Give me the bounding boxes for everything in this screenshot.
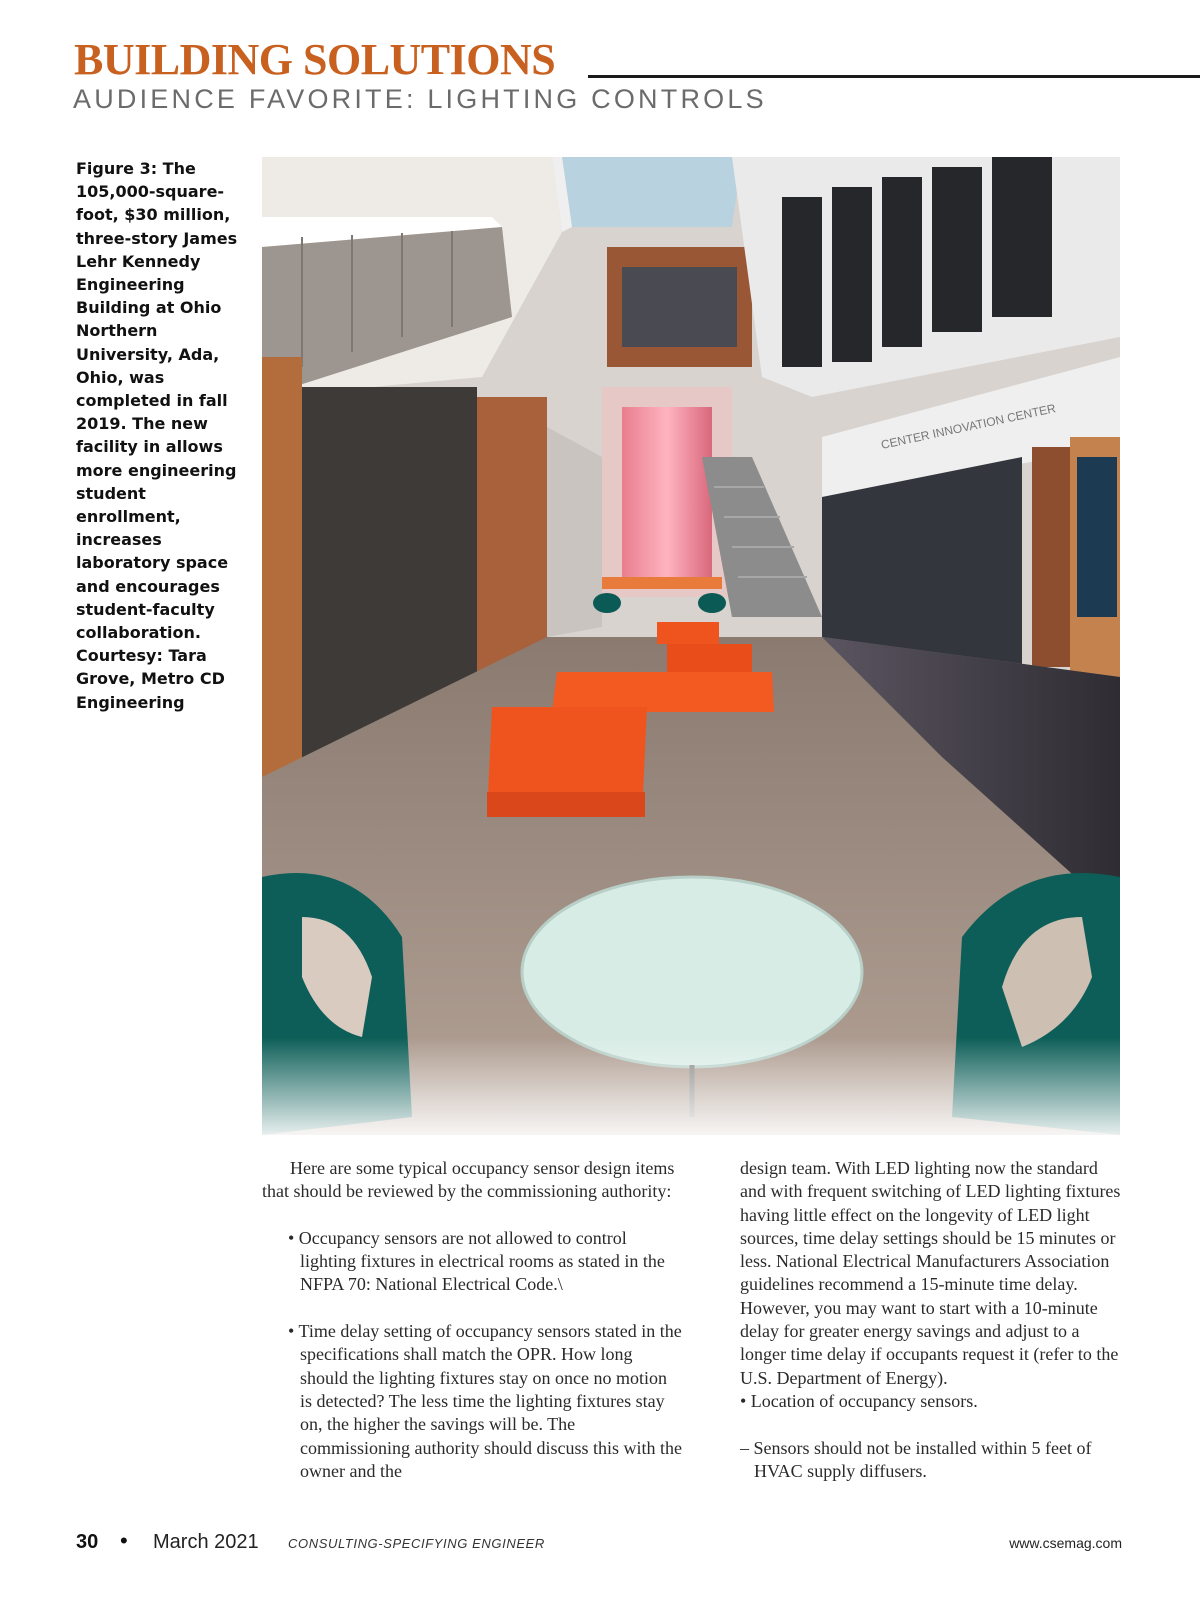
bullet-electrical-rooms: • Occupancy sensors are not allowed to control lighting fixtures in electrical rooms as stated in the NFPA 70: National Electrical Code.\ [288, 1227, 665, 1295]
dash-hvac-diffusers: – Sensors should not be installed within 5 feet of HVAC supply diffusers. [740, 1437, 1092, 1481]
header-rule [588, 75, 1200, 78]
section-title: BUILDING SOLUTIONS [74, 35, 556, 84]
issue-date: March 2021 [153, 1531, 259, 1553]
body-column-left [262, 1157, 682, 1483]
continuation-paragraph: design team. With LED lighting now the standard and with frequent switching of LED lighting fixtures having little effect on the longevity of LED light sources, time delay settings should be 15 minutes or less. National Electrical Manufacturers Association guidelines recommend a 15-minute time delay. However, you may want to start with a 10-minute delay for greater energy savings and adjust to a longer time delay if occupants request it (refer to the U.S. Department of Energy). [740, 1158, 1121, 1388]
atrium-photo [262, 157, 1120, 1135]
figure-caption: Figure 3: The 105,000-square-foot, $30 million, three-story James Lehr Kennedy Engineering Building at Ohio Northern University, Ada, Ohio, was completed in fall 2019. The new facility in allows more engineering student enrollment, increases laboratory space and encourages student-faculty collaboration. Courtesy: Tara Grove, Metro CD Engineering [76, 159, 238, 712]
body-column-right [740, 1157, 1125, 1483]
section-subtitle: AUDIENCE FAVORITE: LIGHTING CONTROLS [73, 84, 767, 114]
website-link[interactable]: www.csemag.com [1009, 1535, 1122, 1551]
page-number: 30 [76, 1531, 99, 1553]
bullet-time-delay: • Time delay setting of occupancy sensors stated in the specifications shall match the OPR. How long should the lighting fixtures stay on once no motion is detected? The less time the lighting fixtures stay on, the higher the savings will be. The commissioning authority should discuss this with the owner and the [288, 1321, 682, 1481]
footer-separator: • [120, 1528, 128, 1553]
intro-paragraph: Here are some typical occupancy sensor design items that should be reviewed by the commissioning authority: [262, 1158, 675, 1202]
bullet-sensor-location: • Location of occupancy sensors. [740, 1390, 978, 1411]
magazine-name: CONSULTING-SPECIFYING ENGINEER [288, 1536, 545, 1551]
